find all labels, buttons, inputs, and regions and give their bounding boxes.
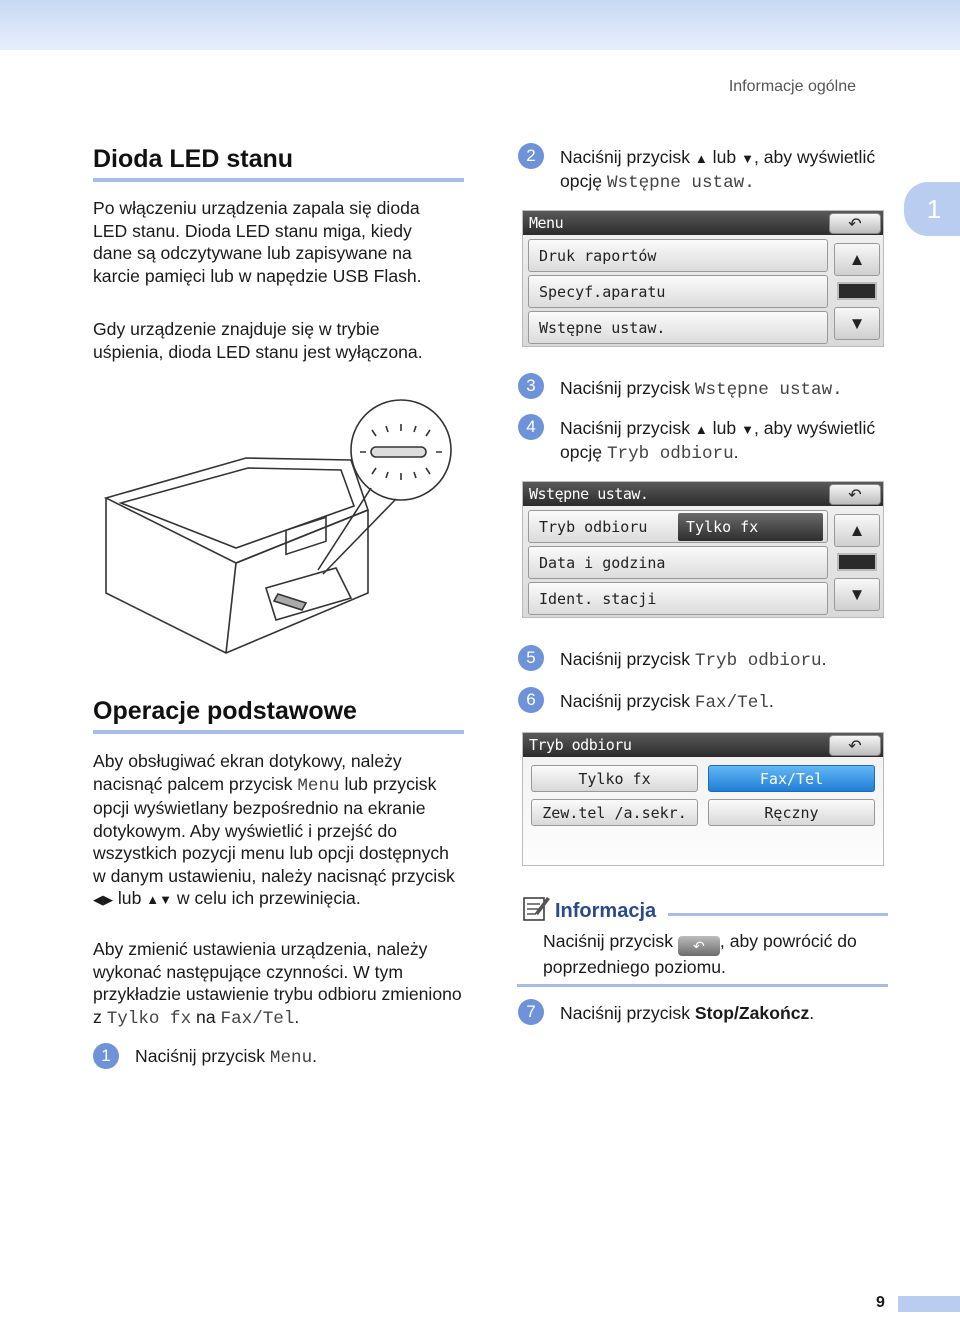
lcd-title: Menu — [529, 214, 564, 232]
printer-body — [226, 510, 368, 653]
scroll-down-button[interactable]: ▼ — [834, 578, 880, 611]
step-number: 1 — [93, 1043, 119, 1069]
step-number: 2 — [518, 143, 544, 169]
step-5-text: Naciśnij przycisk Tryb odbioru. — [560, 649, 827, 671]
note-rule — [668, 913, 888, 916]
scroll-indicator — [837, 553, 877, 571]
printer-illustration — [96, 398, 476, 660]
scroll-up-button[interactable]: ▲ — [834, 514, 880, 547]
section-title-led: Dioda LED stanu — [93, 145, 294, 173]
usb-drive — [274, 594, 306, 610]
menu-item-tryb-odbioru[interactable]: Tryb odbioru — [528, 510, 828, 543]
led-paragraph-2: Gdy urządzenie znajduje się w trybie uśpienia, dioda LED stanu jest wyłączona. — [93, 319, 423, 362]
step-number: 3 — [518, 373, 544, 399]
page-number: 9 — [876, 1294, 885, 1311]
scroll-indicator — [837, 282, 877, 300]
note-bottom-rule — [517, 984, 888, 987]
lcd-title: Wstępne ustaw. — [529, 485, 649, 503]
note-title: Informacja — [555, 900, 657, 922]
menu-item-druk-raportow[interactable]: Druk raportów — [528, 239, 828, 272]
zoom-pointer — [318, 488, 396, 574]
lcd-title: Tryb odbioru — [529, 736, 632, 754]
current-value: Tylko fx — [678, 513, 823, 541]
step-4-text: Naciśnij przycisk ▲ lub ▼, aby wyświetlić opcję Tryb odbioru. — [560, 418, 876, 464]
menu-item-data-i-godzina[interactable]: Data i godzina — [528, 546, 828, 579]
scroll-up-button[interactable]: ▲ — [834, 243, 880, 276]
chapter-tab: 1 — [904, 182, 960, 236]
back-button[interactable]: ↶ — [829, 735, 881, 756]
lcd-screen-menu — [522, 210, 884, 347]
lcd-screen-mode — [522, 732, 884, 866]
led-paragraph-1: Po włączeniu urządzenia zapala się dioda LED stanu. Dioda LED stanu miga, kiedy dane są odczytywane lub zapisywane na karcie pamięci lub w napędzie USB Flash. — [93, 198, 422, 286]
back-button[interactable]: ↶ — [829, 484, 881, 505]
basic-paragraph-1: Aby obsługiwać ekran dotykowy, należy nacisnąć palcem przycisk Menu lub przycisk opcji wyświetlany bezpośrednio na ekranie dotykowym. Aby wyświetlić i przejść do wszystkich pozycji menu lub opcji dostępnych w danym ustawieniu, należy nacisnąć przycisk ◀▶ lub ▲▼ w celu ich przewinięcia. — [93, 751, 455, 908]
step-1-text: Naciśnij przycisk Menu. — [135, 1046, 318, 1068]
led-zoom-light — [371, 447, 426, 457]
basic-paragraph-2: Aby zmienić ustawienia urządzenia, należy wykonać następujące czynności. W tym przykładzie ustawienie trybu odbioru zmieniono z Tylko fx na Fax/Tel. — [93, 939, 462, 1029]
step-6-text: Naciśnij przycisk Fax/Tel. — [560, 691, 774, 713]
menu-item-wstepne-ustaw[interactable]: Wstępne ustaw. — [528, 311, 828, 344]
option-reczny[interactable]: Ręczny — [708, 799, 875, 826]
printer-front — [106, 498, 368, 653]
option-tylko-fx[interactable]: Tylko fx — [531, 765, 698, 792]
note-icon — [521, 893, 551, 923]
option-zew-tel[interactable]: Zew.tel /a.sekr. — [531, 799, 698, 826]
scroll-down-button[interactable]: ▼ — [834, 307, 880, 340]
section-rule — [93, 178, 464, 182]
note-text: Naciśnij przycisk ↶ , aby powrócić do poprzedniego poziomu. — [543, 931, 857, 977]
page-tab — [898, 1296, 960, 1312]
step-number: 5 — [518, 645, 544, 671]
step-2-text: Naciśnij przycisk ▲ lub ▼, aby wyświetlić opcję Wstępne ustaw. — [560, 147, 876, 193]
step-7-text: Naciśnij przycisk Stop/Zakończ. — [560, 1003, 815, 1023]
printer-lid — [121, 468, 354, 548]
menu-item-specyf-aparatu[interactable]: Specyf.aparatu — [528, 275, 828, 308]
step-number: 4 — [518, 414, 544, 440]
option-fax-tel[interactable]: Fax/Tel — [708, 765, 875, 792]
back-button[interactable]: ↶ — [829, 213, 881, 234]
section-title-basic: Operacje podstawowe — [93, 697, 357, 725]
lcd-screen-setup — [522, 481, 884, 618]
menu-item-ident-stacji[interactable]: Ident. stacji — [528, 582, 828, 615]
top-band — [0, 0, 960, 50]
section-rule — [93, 730, 464, 734]
step-number: 6 — [518, 687, 544, 713]
step-3-text: Naciśnij przycisk Wstępne ustaw. — [560, 378, 843, 400]
step-number: 7 — [518, 999, 544, 1025]
running-header: Informacje ogólne — [728, 78, 856, 95]
back-chip-icon: ↶ — [678, 936, 720, 956]
